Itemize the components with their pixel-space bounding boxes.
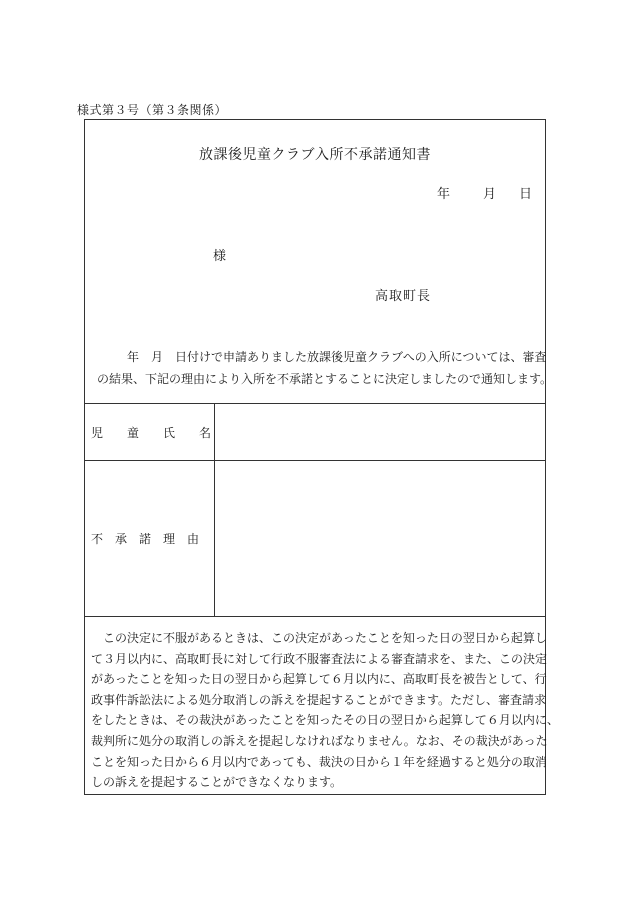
appeal-line: 政事件訴訟法による処分取消しの訴えを提起することができます。ただし、審査請求 — [91, 692, 547, 707]
appeal-line: があったことを知った日の翌日から起算して６月以内に、高取町長を被告として、行 — [91, 672, 547, 687]
appeal-notice — [91, 628, 559, 793]
date-month-label: 月 — [483, 187, 497, 202]
form-label: 様式第３号（第３条関係） — [77, 103, 228, 117]
date-day-label: 日 — [519, 187, 533, 202]
addressee-suffix: 様 — [213, 249, 227, 264]
date-year-label: 年 — [437, 187, 451, 202]
table-row-divider — [85, 460, 545, 461]
child-name-label-text: 児 童 氏 名 — [91, 426, 212, 440]
rejection-reason-label — [91, 530, 211, 547]
rejection-reason-label-text: 不 承 諾 理 由 — [91, 532, 200, 546]
appeal-line: て３月以内に、高取町長に対して行政不服審査法による審査請求を、また、この決定 — [91, 651, 548, 666]
document-title: 放課後児童クラブ入所不承諾通知書 — [199, 147, 431, 163]
appeal-line: をしたときは、その裁決があったことを知ったその日の翌日から起算して６月以内に、 — [91, 713, 559, 728]
table-column-divider — [214, 403, 215, 616]
sender-name: 高取町長 — [375, 289, 432, 304]
table-top-border — [85, 403, 545, 404]
notice-form — [84, 119, 559, 795]
child-name-label — [91, 424, 211, 441]
notice-line: 年 月 日付けで申請ありました放課後児童クラブへの入所については、審査 — [127, 350, 547, 364]
notice-line: の結果、下記の理由により入所を不承諾とすることに決定しましたので通知します。 — [97, 372, 553, 386]
appeal-line: この決定に不服があるときは、この決定があったことを知った日の翌日から起算し — [103, 631, 547, 645]
appeal-line: しの訴えを提起することができなくなります。 — [91, 775, 343, 790]
table-bottom-border — [85, 616, 545, 617]
appeal-line: 裁判所に処分の取消しの訴えを提起しなければなりません。なお、その裁決があった — [91, 733, 548, 748]
appeal-line: ことを知った日から６月以内であっても、裁決の日から１年を経過すると処分の取消 — [91, 754, 547, 769]
notice-body — [97, 346, 553, 390]
